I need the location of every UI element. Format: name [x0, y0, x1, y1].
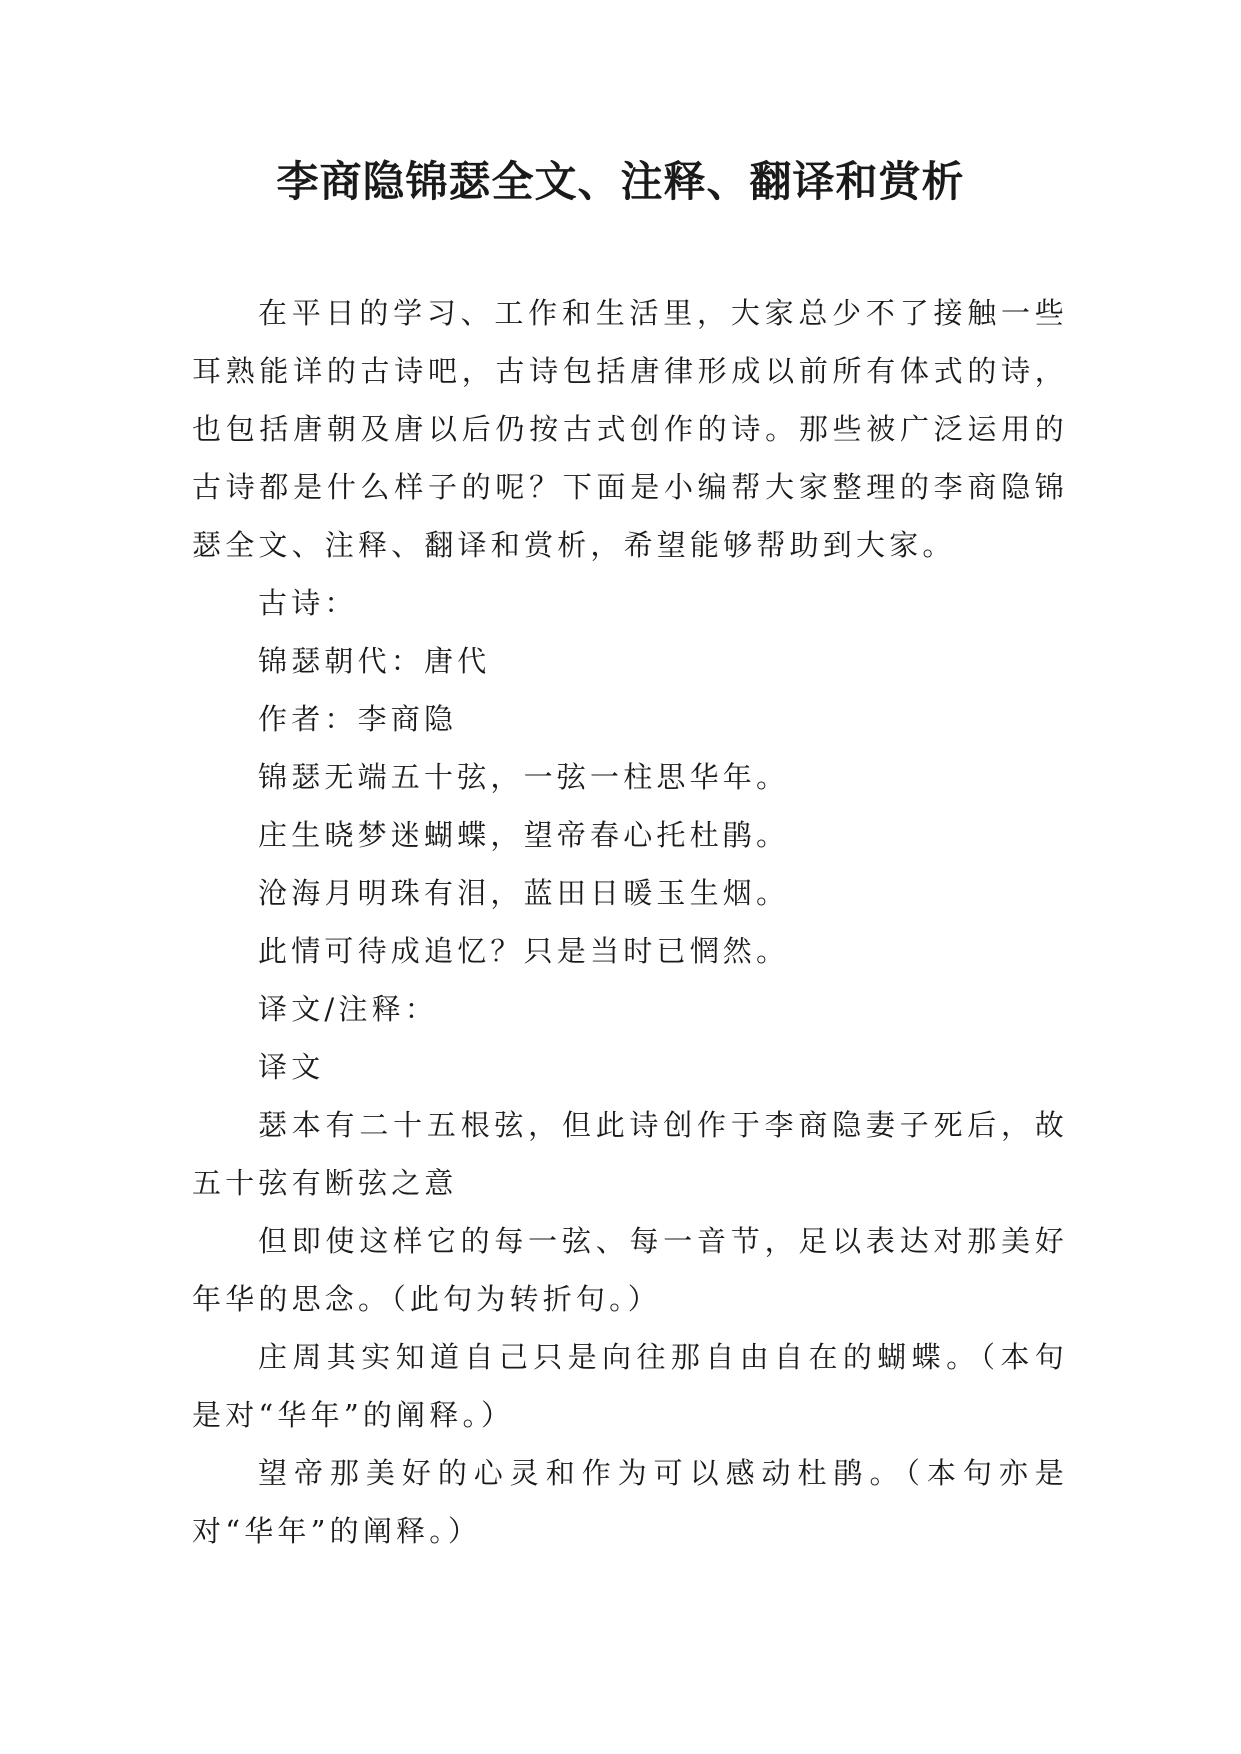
- section-label-translation-notes: 译文/注释：: [258, 992, 438, 1026]
- poem-author: 作者：李商隐: [258, 702, 458, 736]
- intro-paragraph: 在平日的学习、工作和生活里，大家总少不了接触一些耳熟能详的古诗吧，古诗包括唐律形成以前所有体式的诗，也包括唐朝及唐以后仍按古式创作的诗。那些被广泛运用的古诗都是什么样子的呢？下面是小编帮大家整理的李商隐锦瑟全文、注释、翻译和赏析，希望能够帮助到大家。: [192, 296, 1068, 562]
- translation-paragraph: 瑟本有二十五根弦，但此诗创作于李商隐妻子死后，故五十弦有断弦之意: [192, 1108, 1068, 1200]
- poem-line: 此情可待成追忆？只是当时已惘然。: [258, 934, 790, 968]
- translation-paragraph: 庄周其实知道自己只是向往那自由自在的蝴蝶。（本句是对“华年”的阐释。）: [192, 1340, 1068, 1432]
- translation-paragraph: 望帝那美好的心灵和作为可以感动杜鹃。（本句亦是对“华年”的阐释。）: [192, 1456, 1068, 1548]
- poem-title-dynasty: 锦瑟朝代：唐代: [258, 644, 491, 678]
- translation-paragraph: 但即使这样它的每一弦、每一音节，足以表达对那美好年华的思念。（此句为转折句。）: [192, 1224, 1068, 1316]
- poem-line: 庄生晓梦迷蝴蝶，望帝春心托杜鹃。: [258, 818, 790, 852]
- document-title: 李商隐锦瑟全文、注释、翻译和赏析: [276, 157, 965, 206]
- section-label-poem: 古诗：: [258, 586, 358, 620]
- subsection-label-translation: 译文: [258, 1050, 325, 1084]
- document-body: [192, 284, 1068, 1560]
- poem-line: 锦瑟无端五十弦，一弦一柱思华年。: [258, 760, 790, 794]
- poem-line: 沧海月明珠有泪，蓝田日暖玉生烟。: [258, 876, 790, 910]
